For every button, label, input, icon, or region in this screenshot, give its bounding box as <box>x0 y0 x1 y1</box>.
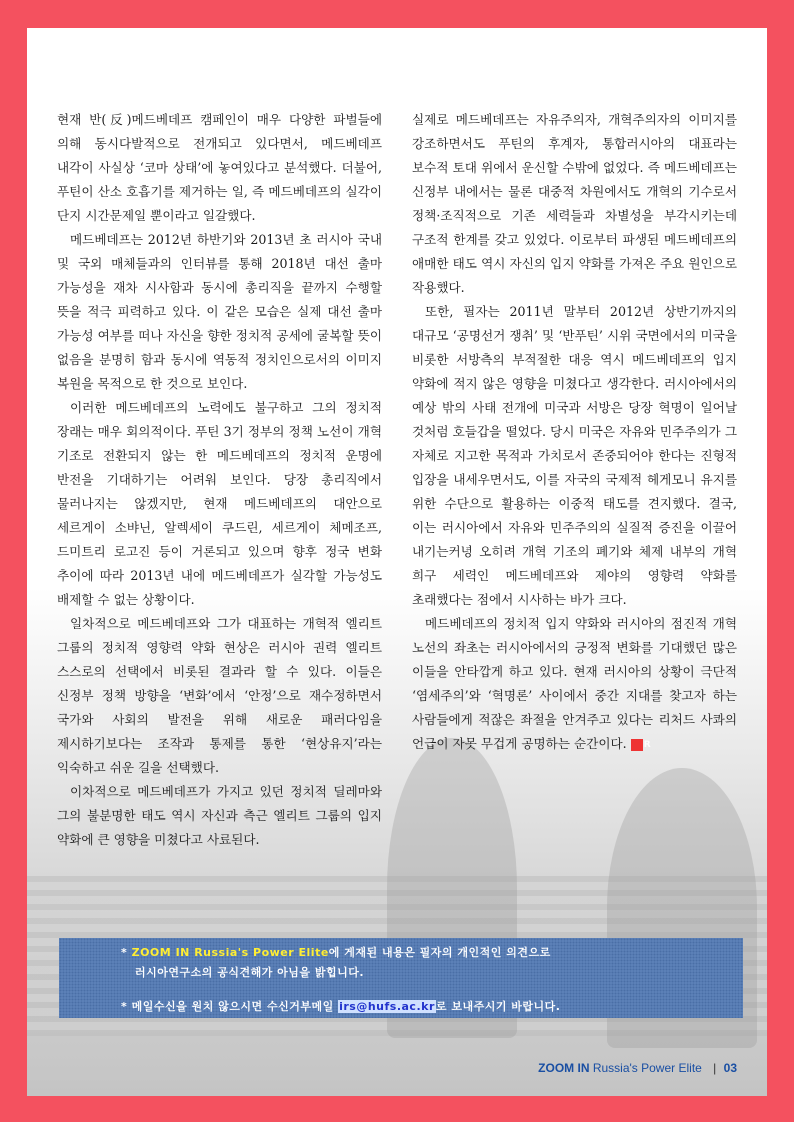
notice-line-2: 러시아연구소의 공식견해가 아님을 밝힙니다. <box>135 966 365 979</box>
end-mark-icon: R <box>631 739 643 751</box>
notice-unsubscribe-text: 메일수신을 원치 않으시면 수신거부메일 <box>131 1000 334 1013</box>
notice-line-3 <box>121 998 560 1014</box>
footer <box>538 1061 737 1075</box>
paragraph <box>412 612 737 756</box>
notice-bullet: * <box>121 946 128 959</box>
unsubscribe-email-link[interactable]: irs@hufs.ac.kr <box>339 1000 435 1013</box>
paragraph: 현재 반(反)메드베데프 캠페인이 매우 다양한 파벌들에 의해 동시다발적으로 전개되고 있다면서, 메드베데프 내각이 사실상 ‘코마 상태’에 놓여있다고 분석했다. 더불어, 푸틴이 산소 호흡기를 제거하는 일, 즉 메드베데프의 실각이 단지 시간문제일 뿐이라고 일갈했다. <box>57 112 382 223</box>
footer-zoom: ZOOM IN <box>538 1061 590 1075</box>
paragraph: 메드베데프는 2012년 하반기와 2013년 초 러시아 국내 및 국외 매체들과의 인터뷰를 통해 2018년 대선 출마 가능성을 재차 시사함과 동시에 총리직을 끝까지 수행할 뜻을 적극 피력하고 있다. 이 같은 모습은 실제 대선 출마 가능성 여부를 떠나 자신을 향한 정치적 공세에 굴복할 뜻이 없음을 분명히 함과 동시에 역동적 정치인으로서의 이미지 복원을 목적으로 한 것으로 보인다. <box>57 232 382 391</box>
left-column <box>57 108 382 852</box>
page-number: 03 <box>723 1061 737 1075</box>
notice-unsubscribe-text-end: 로 보내주시기 바랍니다. <box>435 1000 561 1013</box>
notice-box <box>59 938 743 1018</box>
notice-line-1 <box>121 944 551 960</box>
paragraph: 이차적으로 메드베데프가 가지고 있던 정치적 딜레마와 그의 불분명한 태도 역시 자신과 측근 엘리트 그룹의 입지 약화에 큰 영향을 미쳤다고 사료된다. <box>57 784 382 847</box>
notice-bullet: * <box>121 1000 128 1013</box>
notice-publication-name: ZOOM IN Russia's Power Elite <box>131 946 329 959</box>
paragraph: 또한, 필자는 2011년 말부터 2012년 상반기까지의 대규모 ‘공명선거 쟁취’ 및 ‘반푸틴’ 시위 국면에서의 미국을 비롯한 서방측의 부적절한 대응 역시 메드베데프의 입지 약화에 적지 않은 영향을 미쳤다고 생각한다. 러시아에서의 예상 밖의 사태 전개에 미국과 서방은 당장 혁명이 일어날 것처럼 호들갑을 떨었다. 당시 미국은 자유와 민주주의가 그 자체로 지고한 목적과 가치로서 존중되어야 한다는 진형적 입장을 내세우면서도, 이를 자국의 국제적 헤게모니 유지를 위한 수단으로 활용하는 이중적 태도를 견지했다. 결국, 이는 러시아에서 자유와 민주주의의 실질적 증진을 이끌어 내기는커녕 오히려 개혁 기조의 폐기와 체제 내부의 개혁 희구 세력인 메드베데프와 제야의 영향력 약화를 초래했다는 점에서 시사하는 바가 크다. <box>412 304 737 607</box>
footer-title: Russia's Power Elite <box>592 1061 702 1075</box>
paragraph-text: 메드베데프의 정치적 입지 약화와 러시아의 점진적 개혁 노선의 좌초는 러시아에서의 긍정적 변화를 기대했던 많은 이들을 안타깝게 하고 있다. 현재 러시아의 상황이 극단적 ‘염세주의’와 ‘혁명론’ 사이에서 중간 지대를 찾고자 하는 사람들에게 적잖은 좌절을 안겨주고 있다는 리처드 사콰의 언급이 자못 무겁게 공명하는 순간이다. <box>412 616 737 751</box>
paragraph: 일차적으로 메드베데프와 그가 대표하는 개혁적 엘리트 그룹의 정치적 영향력 약화 현상은 러시아 권력 엘리트 스스로의 선택에서 비롯된 결과라 할 수 있다. 이들은 신정부 정책 방향을 ‘변화’에서 ‘안정’으로 재수정하면서 국가와 사회의 발전을 위해 새로운 패러다임을 제시하기보다는 조작과 통제를 통한 ‘현상유지’라는 익숙하고 쉬운 길을 선택했다. <box>57 616 382 775</box>
paragraph: 이러한 메드베데프의 노력에도 불구하고 그의 정치적 장래는 매우 회의적이다. 푸틴 3기 정부의 정책 노선이 개혁 기조로 전환되지 않는 한 메드베데프의 정치적 운명에 반전을 기대하기는 어려워 보인다. 당장 총리직에서 물러나지는 않겠지만, 현재 메드베데프의 대안으로 세르게이 소뱌닌, 알렉세이 쿠드린, 세르게이 체메조프, 드미트리 로고진 등이 거론되고 있으며 향후 정국 변화 추이에 따라 2013년 내에 메드베데프가 실각할 가능성도 배제할 수 없는 상황이다. <box>57 400 382 607</box>
right-column <box>412 108 737 756</box>
paragraph: 실제로 메드베데프는 자유주의자, 개혁주의자의 이미지를 강조하면서도 푸틴의 후계자, 통합러시아의 대표라는 보수적 토대 위에서 운신할 수밖에 없었다. 즉 메드베데프는 신정부 내에서는 물론 대중적 차원에서도 개혁의 기수로서 정책·조직적으로 기존 세력들과 차별성을 부각시키는데 구조적 한계를 갖고 있었다. 이로부터 파생된 메드베데프의 애매한 태도 역시 자신의 입지 약화를 가져온 주요 원인으로 작용했다. <box>412 112 737 295</box>
page <box>27 28 767 1096</box>
notice-line-1-text: 에 게재된 내용은 필자의 개인적인 의견으로 <box>328 946 551 959</box>
footer-separator: | <box>713 1061 717 1075</box>
